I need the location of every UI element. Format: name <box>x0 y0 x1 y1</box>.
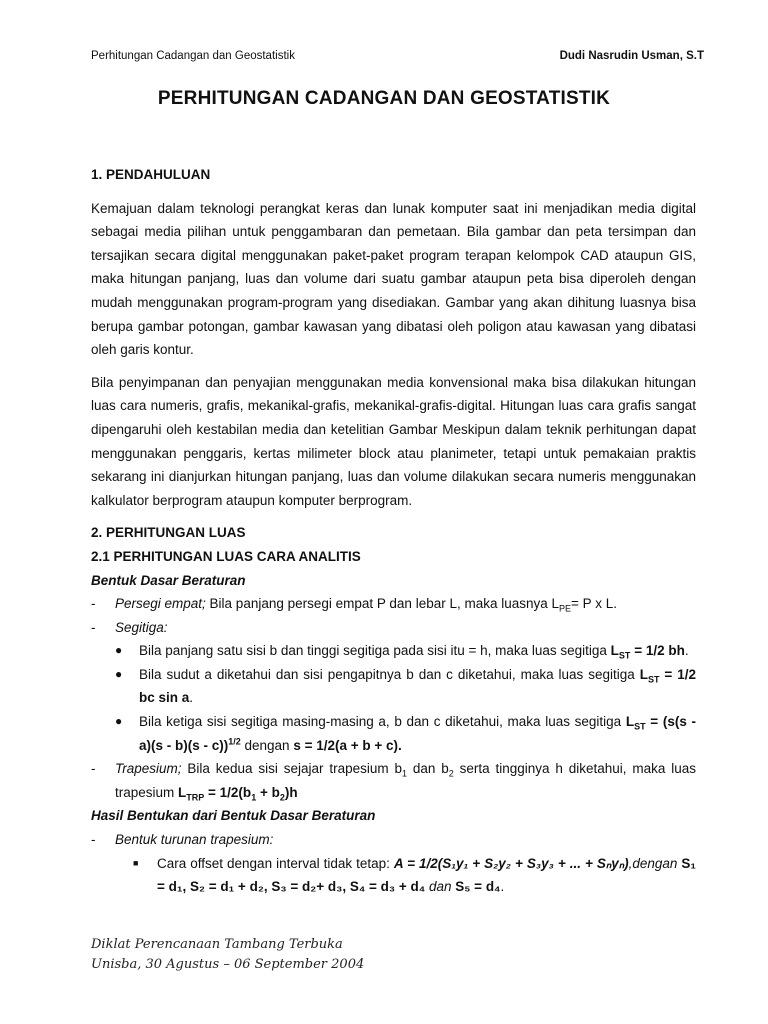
header-left-text: Perhitungan Cadangan dan Geostatistik <box>91 50 295 62</box>
persegi-text: Bila panjang persegi empat P dan lebar L, maka luasnya L <box>205 596 560 612</box>
bullet-item-segitiga-3: ● Bila ketiga sisi segitiga masing-masing a, b dan c diketahui, maka luas segitiga $L_{ST} = (s(s - a)(s - b)(s - c))^{1/2}$ dengan s = 1/2(a + b + c). <box>115 710 696 757</box>
list-item-persegi: - Persegi empat; Bila panjang persegi empat P dan lebar L, maka luasnya $L_{PE}= P$ x L. <box>91 592 696 616</box>
trapesium-label: Trapesium; <box>115 761 182 777</box>
dash-marker: - <box>91 761 96 777</box>
list-item-segitiga <box>91 616 696 640</box>
document-title: PERHITUNGAN CADANGAN DAN GEOSTATISTIK <box>157 88 611 109</box>
paragraph-intro-1: Kemajuan dalam teknologi perangkat keras dan lunak komputer saat ini menjadikan media digital sebagai media pilihan untuk penggambaran dan pemetaan. Bila gambar dan peta tersimpan dan tersajikan secara digital menggunakan paket-paket program terapan kelompok CAD ataupun GIS, maka hitungan panjang, luas dan volume dari suatu gambar ataupun peta bisa diperoleh dengan mudah menggunakan program-program yang disediakan. Gambar yang akan dihitung luasnya bisa berupa gambar potongan, gambar kawasan yang dibatasi oleh poligon atau kawasan yang dibatasi oleh garis kontur. <box>91 200 696 358</box>
subheading-hasil-bentukan: Hasil Bentukan dari Bentuk Dasar Beraturan <box>91 808 376 824</box>
list-item-trapesium: - Trapesium; Bila kedua sisi sejajar trapesium $b_1$ dan $b_2$ serta tingginya h diketahui, maka luas trapesium $L_{TRP} = 1/2(b_1 + b_2)h$ <box>91 757 696 804</box>
section-2-1-heading: 2.1 PERHITUNGAN LUAS CARA ANALITIS <box>91 548 361 564</box>
list-item-turunan-trapesium: - Bentuk turunan trapesium: <box>91 828 696 852</box>
bullet-item-segitiga-1: ● Bila panjang satu sisi b dan tinggi segitiga pada sisi itu = h, maka luas segitiga $L_{ST} = 1/2$ bh. <box>115 639 696 663</box>
footer-line-2: Unisba, 30 Agustus – 06 September 2004 <box>91 957 365 972</box>
dash-marker: - <box>91 832 96 848</box>
header-author: Dudi Nasrudin Usman, S.T <box>559 50 704 62</box>
page-footer <box>91 935 364 975</box>
dash-marker: - <box>91 619 96 635</box>
bullet-marker: ● <box>115 714 123 729</box>
persegi-label: Persegi empat; <box>115 596 206 612</box>
section-2-heading: 2. PERHITUNGAN LUAS <box>91 525 246 541</box>
bullet-marker: ● <box>115 666 123 681</box>
paragraph-intro-2: Bila penyimpanan dan penyajian menggunakan media konvensional maka bisa dilakukan hitungan luas cara numeris, grafis, mekanikal-grafis, mekanikal-grafis-digital. Hitungan luas cara grafis sangat dipengaruhi oleh kestabilan media dan ketelitian Gambar Meskipun dalam teknik perhitungan dapat menggunakan penggaris, kertas milimeter block atau planimeter, tetapi untuk pemakaian praktis sekarang ini dianjurkan hitungan panjang, luas dan volume dilakukan secara numeris menggunakan kalkulator berprogram ataupun komputer berprogram. <box>91 374 696 508</box>
document-body <box>91 163 696 899</box>
running-header <box>91 50 704 62</box>
segitiga-label: Segitiga: <box>115 619 168 635</box>
square-bullet-item-offset: ■ Cara offset dengan interval tidak tetap: A = 1/2(S₁y₁ + S₂y₂ + S₃y₃ + ... + Sₙyₙ),dengan S₁ = d₁, S₂ = d₁ + d₂, S₃ = d₂+ d₃, S₄ = d₃ + d₄ dan S₅ = d₄. <box>133 852 696 899</box>
bullet-item-segitiga-2: ● Bila sudut a diketahui dan sisi pengapitnya b dan c diketahui, maka luas segitiga $L_{ST} = 1/2$ bc sin a. <box>115 663 696 710</box>
dash-marker: - <box>91 596 96 612</box>
section-1-heading: 1. PENDAHULUAN <box>91 167 211 182</box>
bullet-marker: ● <box>115 643 123 658</box>
square-bullet-marker: ■ <box>133 857 139 868</box>
footer-line-1: Diklat Perencanaan Tambang Terbuka <box>91 937 343 952</box>
subheading-bentuk-dasar: Bentuk Dasar Beraturan <box>91 572 246 588</box>
